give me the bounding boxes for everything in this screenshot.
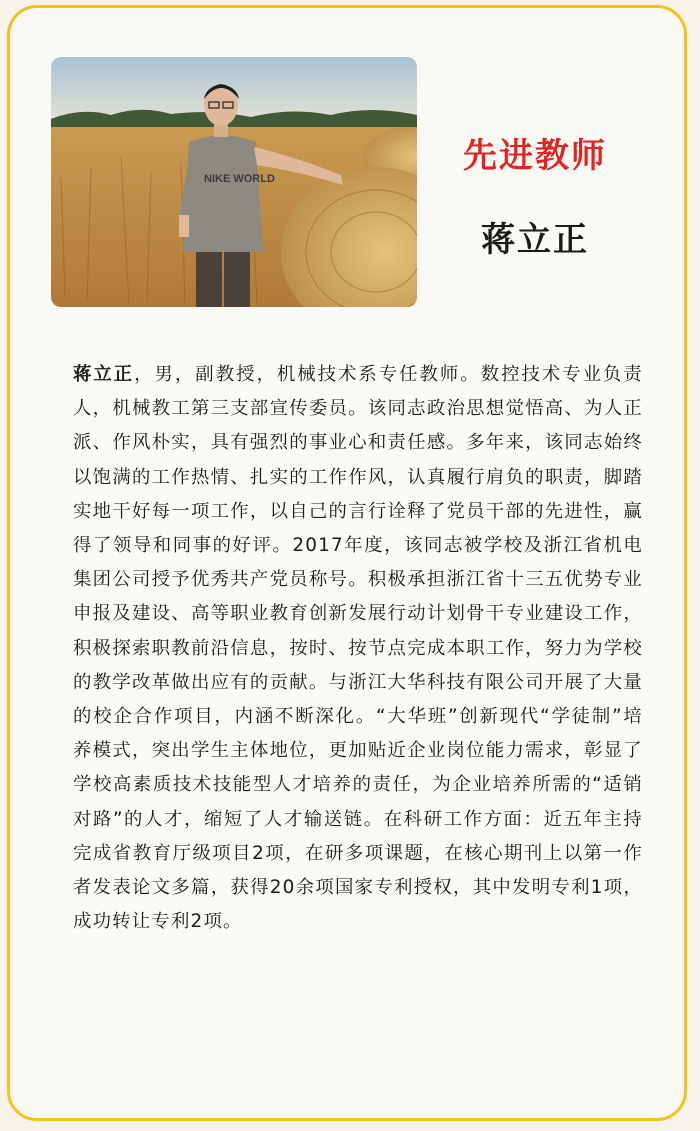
portrait-photo [51, 57, 417, 307]
bio-lead-name: 蒋立正 [73, 364, 135, 385]
bio-body: ，男，副教授，机械技术系专任教师。数控技术专业负责人，机械教工第三支部宣传委员。该同志政治思想觉悟高、为人正派、作风朴实，具有强烈的事业心和责任感。多年来，该同志始终以饱满的工作热情、扎实的工作作风，认真履行肩负的职责，脚踏实地干好每一项工作，以自己的言行诠释了党员干部的先进性，赢得了领导和同事的好评。2017年度，该同志被学校及浙江省机电集团公司授予优秀共产党员称号。积极承担浙江省十三五优势专业申报及建设、高等职业教育创新发展行动计划骨干专业建设工作，积极探索职教前沿信息，按时、按节点完成本职工作，努力为学校的教学改革做出应有的贡献。与浙江大华科技有限公司开展了大量的校企合作项目，内涵不断深化。“大华班”创新现代“学徒制”培养模式，突出学生主体地位，更加贴近企业岗位能力需求，彰显了学校高素质技术技能型人才培养的责任，为企业培养所需的“适销对路”的人才，缩短了人才输送链。在科研工作方面：近五年主持完成省教育厅级项目2项，在研多项课题，在核心期刊上以第一作者发表论文多篇，获得20余项国家专利授权，其中发明专利1项，成功转让专利2项。 [73, 364, 643, 933]
shirt-print: NIKE WORLD [204, 173, 275, 185]
award-title: 先进教师 [463, 136, 607, 176]
portrait-photo-image [51, 57, 417, 307]
person-name: 蒋立正 [481, 220, 589, 260]
bio-text [73, 358, 643, 939]
